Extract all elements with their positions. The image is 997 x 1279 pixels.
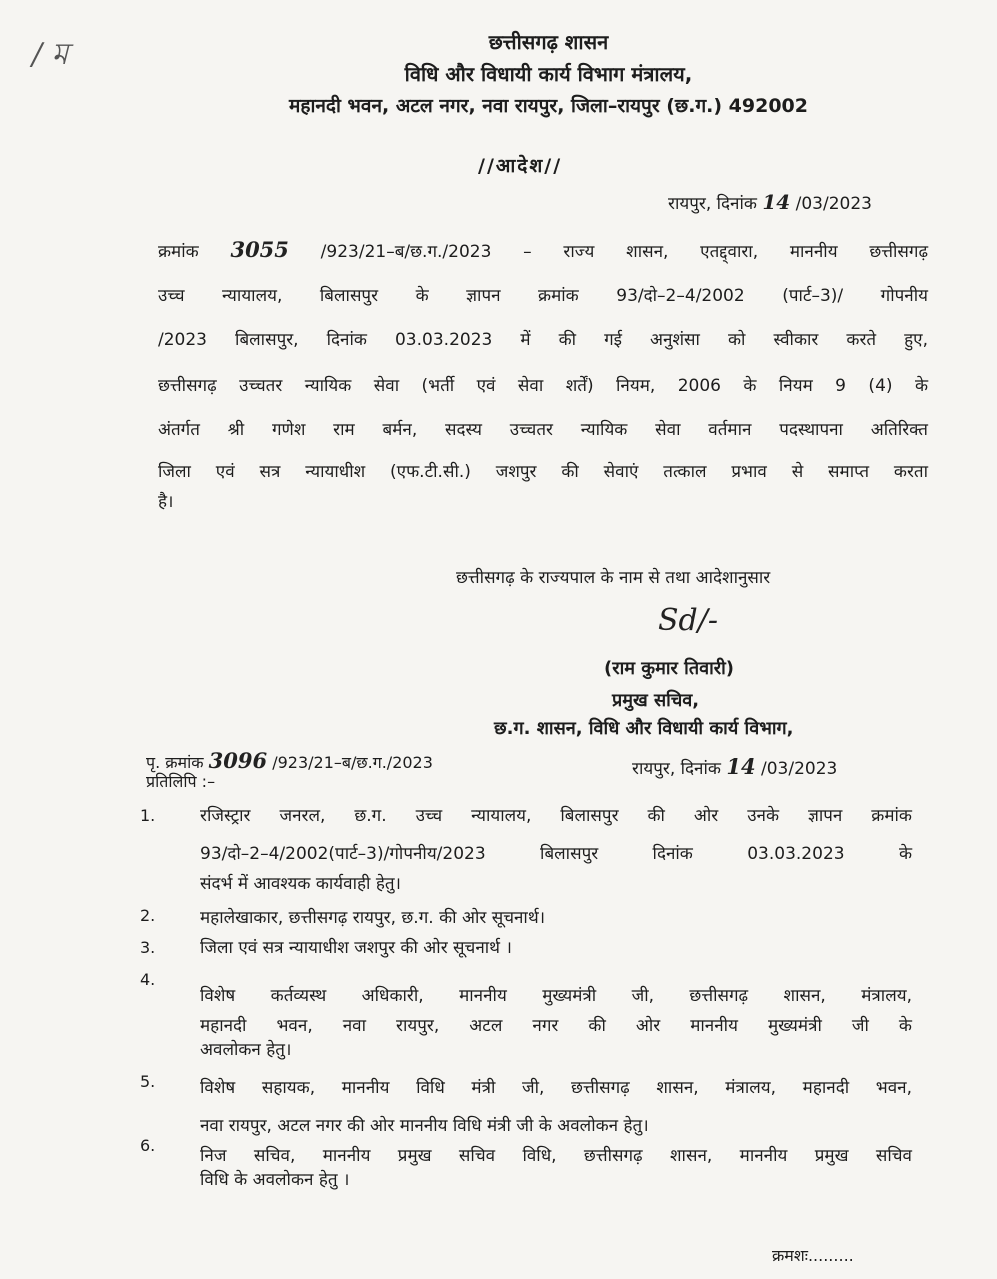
copy-line: निज सचिव, माननीय प्रमुख सचिव विधि, छत्तीसगढ़ शासन, माननीय प्रमुख सचिव [200, 1146, 912, 1166]
copy-line: रजिस्ट्रार जनरल, छ.ग. उच्च न्यायालय, बिलासपुर की ओर उनके ज्ञापन क्रमांक [200, 806, 912, 826]
copy-number: 5. [140, 1072, 156, 1091]
copy-label: प्रतिलिपि :– [146, 772, 216, 791]
endorsement-date-handwritten: 14 [726, 754, 756, 779]
endorsement-date-prefix: रायपुर, दिनांक [632, 759, 721, 779]
header-line-2: विधि और विधायी कार्य विभाग मंत्रालय, [404, 62, 693, 86]
body-line: जिला एवं सत्र न्यायाधीश (एफ.टी.सी.) जशपुर की सेवाएं तत्काल प्रभाव से समाप्त करता [158, 462, 928, 482]
body-line: अंतर्गत श्री गणेश राम बर्मन, सदस्य उच्चतर न्यायिक सेवा वर्तमान पदस्थापना अतिरिक्त [158, 420, 928, 440]
copy-line: विधि के अवलोकन हेतु । [200, 1170, 350, 1190]
date-handwritten-day: 14 [762, 190, 791, 214]
order-number-rest: /923/21–ब/छ.ग./2023 – राज्य शासन, एतद्द्वारा, माननीय छत्तीसगढ़ [320, 242, 929, 262]
copy-line: संदर्भ में आवश्यक कार्यवाही हेतु। [200, 874, 401, 894]
authority-line: छत्तीसगढ़ के राज्यपाल के नाम से तथा आदेशानुसार [456, 568, 771, 588]
copy-line: जिला एवं सत्र न्यायाधीश जशपुर की ओर सूचनार्थ । [200, 938, 512, 958]
order-number-line [158, 238, 928, 264]
date-prefix: रायपुर, दिनांक [668, 194, 757, 214]
copy-number: 3. [140, 938, 156, 957]
copy-number: 4. [140, 970, 156, 989]
endorsement-handwritten: 3096 [208, 748, 268, 773]
date-line [668, 190, 872, 214]
body-line: उच्च न्यायालय, बिलासपुर के ज्ञापन क्रमांक 93/दो–2–4/2002 (पार्ट–3)/ गोपनीय [158, 286, 928, 306]
endorsement-date [632, 754, 837, 779]
body-line: छत्तीसगढ़ उच्चतर न्यायिक सेवा (भर्ती एवं सेवा शर्तें) नियम, 2006 के नियम 9 (4) के [158, 376, 928, 396]
corner-mark: / ম [32, 37, 69, 72]
signatory-designation: प्रमुख सचिव, [612, 690, 700, 711]
copy-number: 6. [140, 1136, 156, 1155]
signatory-name: (राम कुमार तिवारी) [604, 658, 735, 679]
copy-line: अवलोकन हेतु। [200, 1040, 292, 1060]
order-number-prefix: क्रमांक [158, 242, 199, 262]
copy-line: महानदी भवन, नवा रायपुर, अटल नगर की ओर माननीय मुख्यमंत्री जी के [200, 1016, 912, 1036]
order-title: //आदेश// [478, 155, 563, 177]
continued-footer: क्रमशः......... [772, 1246, 854, 1265]
endorsement-prefix: पृ. क्रमांक [146, 753, 204, 772]
endorsement-date-rest: /03/2023 [761, 759, 838, 779]
body-line: /2023 बिलासपुर, दिनांक 03.03.2023 में की गई अनुशंसा को स्वीकार करते हुए, [158, 330, 928, 350]
copy-line: विशेष कर्तव्यस्थ अधिकारी, माननीय मुख्यमंत्री जी, छत्तीसगढ़ शासन, मंत्रालय, [200, 986, 912, 1006]
signature: Sd/- [658, 603, 718, 638]
endorsement-rest: /923/21–ब/छ.ग./2023 [272, 753, 433, 772]
copy-number: 2. [140, 906, 156, 925]
order-number-handwritten: 3055 [230, 237, 289, 262]
copy-line: 93/दो–2–4/2002(पार्ट–3)/गोपनीय/2023 बिलासपुर दिनांक 03.03.2023 के [200, 844, 912, 864]
date-rest: /03/2023 [795, 194, 872, 214]
header-line-3: महानदी भवन, अटल नगर, नवा रायपुर, जिला–रायपुर (छ.ग.) 492002 [289, 95, 808, 117]
signatory-department: छ.ग. शासन, विधि और विधायी कार्य विभाग, [494, 718, 794, 739]
body-line: है। [158, 492, 174, 512]
copy-line: नवा रायपुर, अटल नगर की ओर माननीय विधि मंत्री जी के अवलोकन हेतु। [200, 1116, 649, 1136]
copy-line: विशेष सहायक, माननीय विधि मंत्री जी, छत्तीसगढ़ शासन, मंत्रालय, महानदी भवन, [200, 1078, 912, 1098]
copy-line: महालेखाकार, छत्तीसगढ़ रायपुर, छ.ग. की ओर सूचनार्थ। [200, 908, 546, 928]
copy-number: 1. [140, 806, 156, 825]
header-line-1: छत्तीसगढ़ शासन [488, 30, 609, 54]
